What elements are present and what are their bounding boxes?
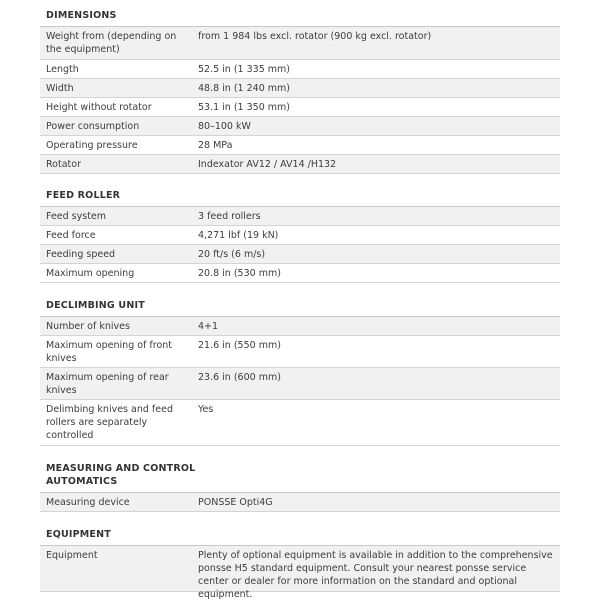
spec-label: Delimbing knives and feed rollers are separately controlled xyxy=(46,404,173,441)
spec-row xyxy=(40,207,560,226)
spec-label: Number of knives xyxy=(46,321,130,332)
spec-label: Weight from (depending on the equipment) xyxy=(46,31,177,55)
spec-value: 4+1 xyxy=(198,321,219,332)
spec-row xyxy=(40,400,560,446)
spec-row xyxy=(40,98,560,117)
section-title-equipment: EQUIPMENT xyxy=(46,529,111,540)
spec-label: Height without rotator xyxy=(46,102,152,113)
spec-value: from 1 984 lbs excl. rotator (900 kg excl. rotator) xyxy=(198,31,432,42)
section-title-measuring-and-control-automatics: MEASURING AND CONTROL AUTOMATICS xyxy=(46,463,196,487)
spec-value: Yes xyxy=(198,404,214,415)
spec-value: 53.1 in (1 350 mm) xyxy=(198,102,290,113)
spec-row xyxy=(40,317,560,336)
section-title-declimbing-unit: DECLIMBING UNIT xyxy=(46,300,145,311)
spec-value: 28 MPa xyxy=(198,140,233,151)
spec-label: Width xyxy=(46,83,74,94)
spec-label: Measuring device xyxy=(46,497,130,508)
spec-row xyxy=(40,368,560,400)
spec-row xyxy=(40,336,560,368)
spec-row xyxy=(40,155,560,174)
spec-label: Length xyxy=(46,64,79,75)
spec-label: Maximum opening xyxy=(46,268,135,279)
spec-row xyxy=(40,136,560,155)
spec-row xyxy=(40,27,560,60)
section-title-dimensions: DIMENSIONS xyxy=(46,10,117,21)
spec-value: 48.8 in (1 240 mm) xyxy=(198,83,290,94)
spec-row xyxy=(40,245,560,264)
spec-row xyxy=(40,60,560,79)
spec-row xyxy=(40,493,560,512)
spec-value: 23.6 in (600 mm) xyxy=(198,372,281,383)
spec-value: 3 feed rollers xyxy=(198,211,261,222)
spec-label: Feed force xyxy=(46,230,96,241)
spec-value: 4,271 lbf (19 kN) xyxy=(198,230,279,241)
spec-label: Maximum opening of front knives xyxy=(46,340,173,364)
spec-label: Feeding speed xyxy=(46,249,116,260)
spec-row xyxy=(40,117,560,136)
spec-value: 52.5 in (1 335 mm) xyxy=(198,64,290,75)
spec-value: 21.6 in (550 mm) xyxy=(198,340,281,351)
spec-value: 80–100 kW xyxy=(198,121,251,132)
spec-label: Feed system xyxy=(46,211,107,222)
spec-value: PONSSE Opti4G xyxy=(198,497,273,508)
spec-value: 20.8 in (530 mm) xyxy=(198,268,281,279)
spec-row xyxy=(40,226,560,245)
spec-label: Rotator xyxy=(46,159,81,170)
spec-label: Operating pressure xyxy=(46,140,138,151)
spec-row xyxy=(40,79,560,98)
spec-label: Maximum opening of rear knives xyxy=(46,372,169,396)
spec-value: Indexator AV12 / AV14 /H132 xyxy=(198,159,337,170)
spec-label: Equipment xyxy=(46,550,98,561)
spec-value: 20 ft/s (6 m/s) xyxy=(198,249,266,260)
section-title-feed-roller: FEED ROLLER xyxy=(46,190,121,201)
spec-label: Power consumption xyxy=(46,121,140,132)
spec-row xyxy=(40,264,560,283)
spec-value: Plenty of optional equipment is available in addition to the comprehensive ponsse H5 standard equipment. Consult your nearest ponsse service center or dealer for more information on the standard and optional equipment. xyxy=(198,550,553,600)
spec-row xyxy=(40,546,560,600)
